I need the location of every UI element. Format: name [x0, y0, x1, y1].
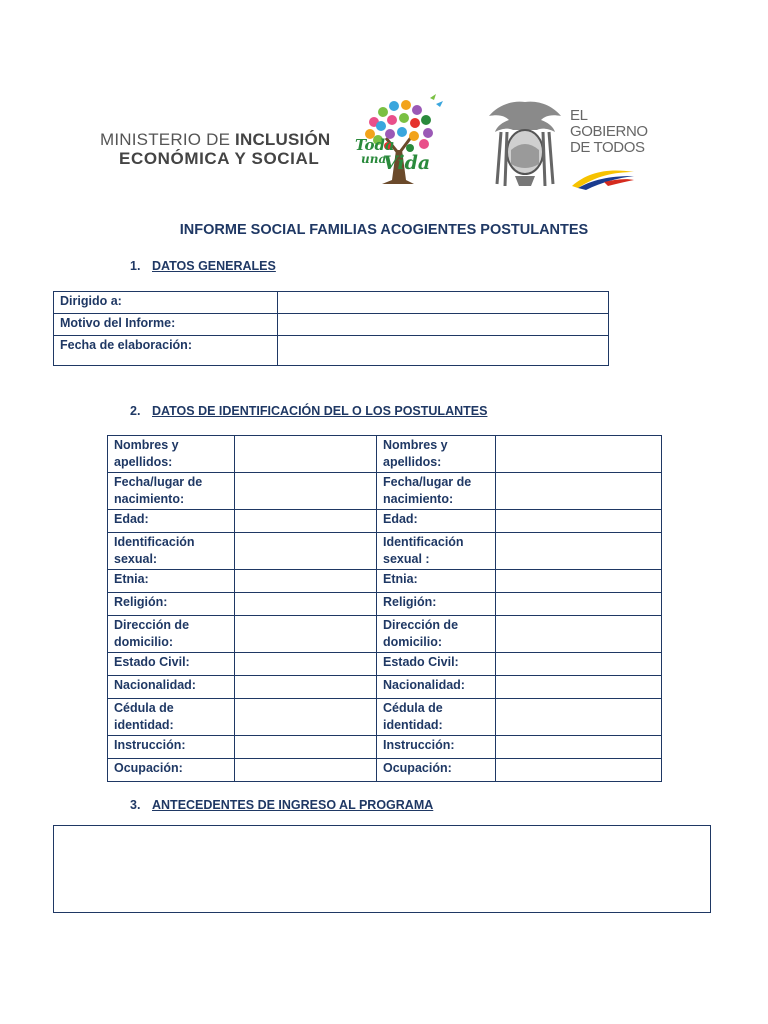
identification-table: [107, 435, 662, 782]
table-row: [108, 533, 662, 570]
applicant-1-value-field[interactable]: [235, 676, 377, 699]
applicant-2-label-cell: Estado Civil:: [377, 653, 496, 676]
applicant-2-label-cell: Identificación sexual :: [377, 533, 496, 570]
applicant-1-value-field[interactable]: [235, 533, 377, 570]
table-row: [108, 510, 662, 533]
applicant-1-value-field[interactable]: [235, 570, 377, 593]
applicant-2-value-field[interactable]: [496, 570, 662, 593]
general-label-cell: Dirigido a:: [54, 292, 278, 314]
gov-text-line2: GOBIERNO: [570, 123, 648, 140]
applicant-2-label-cell: Dirección de domicilio:: [377, 616, 496, 653]
general-label-cell: Fecha de elaboración:: [54, 336, 278, 366]
table-row: [108, 653, 662, 676]
applicant-2-label-cell: Edad:: [377, 510, 496, 533]
ministry-name-line1: MINISTERIO DE: [100, 130, 231, 149]
applicant-2-value-field[interactable]: [496, 653, 662, 676]
general-label-cell: Motivo del Informe:: [54, 314, 278, 336]
section-2-title: DATOS DE IDENTIFICACIÓN DEL O LOS POSTULANTES: [152, 404, 488, 418]
gobierno-de-todos-text: [570, 108, 648, 156]
gov-text-line1: EL: [570, 107, 588, 124]
section-1-heading: [130, 259, 276, 273]
document-title: INFORME SOCIAL FAMILIAS ACOGIENTES POSTULANTES: [179, 222, 589, 238]
table-row: [108, 570, 662, 593]
ministry-name-line2: ECONÓMICA Y SOCIAL: [119, 149, 320, 168]
applicant-2-label-cell: Ocupación:: [377, 759, 496, 782]
tree-text-line1: Toda: [355, 136, 395, 154]
applicant-2-value-field[interactable]: [496, 436, 662, 473]
recipient-field[interactable]: [278, 292, 609, 314]
applicant-2-label-cell: Fecha/lugar de nacimiento:: [377, 473, 496, 510]
applicant-1-value-field[interactable]: [235, 510, 377, 533]
applicant-2-label-cell: Nacionalidad:: [377, 676, 496, 699]
toda-una-vida-text: [355, 136, 445, 174]
applicant-2-value-field[interactable]: [496, 699, 662, 736]
table-row: [108, 593, 662, 616]
applicant-2-label-cell: Religión:: [377, 593, 496, 616]
section-1-title: DATOS GENERALES: [152, 259, 276, 273]
section-3-number: 3.: [130, 798, 141, 812]
applicant-1-value-field[interactable]: [235, 759, 377, 782]
section-1-number: 1.: [130, 259, 141, 273]
applicant-1-label-cell: Nacionalidad:: [108, 676, 235, 699]
table-row: [108, 736, 662, 759]
applicant-2-value-field[interactable]: [496, 473, 662, 510]
applicant-1-value-field[interactable]: [235, 616, 377, 653]
applicant-1-value-field[interactable]: [235, 436, 377, 473]
applicant-2-label-cell: Etnia:: [377, 570, 496, 593]
ministry-name-bold: INCLUSIÓN: [235, 130, 331, 149]
general-data-table: [53, 291, 609, 366]
applicant-1-label-cell: Etnia:: [108, 570, 235, 593]
applicant-2-value-field[interactable]: [496, 759, 662, 782]
applicant-1-label-cell: Estado Civil:: [108, 653, 235, 676]
flag-swoosh-icon: [568, 164, 638, 190]
table-row: [108, 759, 662, 782]
applicant-1-value-field[interactable]: [235, 473, 377, 510]
applicant-2-value-field[interactable]: [496, 510, 662, 533]
applicant-2-label-cell: Cédula de identidad:: [377, 699, 496, 736]
section-2-heading: [130, 404, 487, 418]
table-row: [54, 292, 609, 314]
applicant-1-label-cell: Identificación sexual:: [108, 533, 235, 570]
applicant-1-value-field[interactable]: [235, 593, 377, 616]
section-2-number: 2.: [130, 404, 141, 418]
antecedentes-text-area[interactable]: [53, 825, 711, 913]
applicant-1-value-field[interactable]: [235, 699, 377, 736]
table-row: [108, 473, 662, 510]
applicant-2-value-field[interactable]: [496, 676, 662, 699]
applicant-2-value-field[interactable]: [496, 736, 662, 759]
applicant-1-value-field[interactable]: [235, 736, 377, 759]
applicant-1-label-cell: Ocupación:: [108, 759, 235, 782]
applicant-1-label-cell: Religión:: [108, 593, 235, 616]
applicant-2-label-cell: Nombres y apellidos:: [377, 436, 496, 473]
table-row: [54, 336, 609, 366]
applicant-2-label-cell: Instrucción:: [377, 736, 496, 759]
gov-text-line3: DE TODOS: [570, 139, 645, 156]
section-3-title: ANTECEDENTES DE INGRESO AL PROGRAMA: [152, 798, 434, 812]
tree-text-line3: Vida: [383, 152, 431, 174]
section-3-heading: [130, 798, 433, 812]
applicant-2-value-field[interactable]: [496, 533, 662, 570]
tree-text-line2: una: [361, 152, 387, 166]
applicant-1-value-field[interactable]: [235, 653, 377, 676]
table-row: [54, 314, 609, 336]
table-row: [108, 436, 662, 473]
applicant-2-value-field[interactable]: [496, 616, 662, 653]
applicant-1-label-cell: Nombres y apellidos:: [108, 436, 235, 473]
applicant-1-label-cell: Fecha/lugar de nacimiento:: [108, 473, 235, 510]
applicant-1-label-cell: Dirección de domicilio:: [108, 616, 235, 653]
report-reason-field[interactable]: [278, 314, 609, 336]
elaboration-date-field[interactable]: [278, 336, 609, 366]
table-row: [108, 676, 662, 699]
table-row: [108, 616, 662, 653]
applicant-1-label-cell: Edad:: [108, 510, 235, 533]
applicant-1-label-cell: Instrucción:: [108, 736, 235, 759]
ministry-logo: [100, 130, 330, 168]
coat-of-arms-icon: [485, 98, 565, 188]
table-row: [108, 699, 662, 736]
applicant-2-value-field[interactable]: [496, 593, 662, 616]
applicant-1-label-cell: Cédula de identidad:: [108, 699, 235, 736]
